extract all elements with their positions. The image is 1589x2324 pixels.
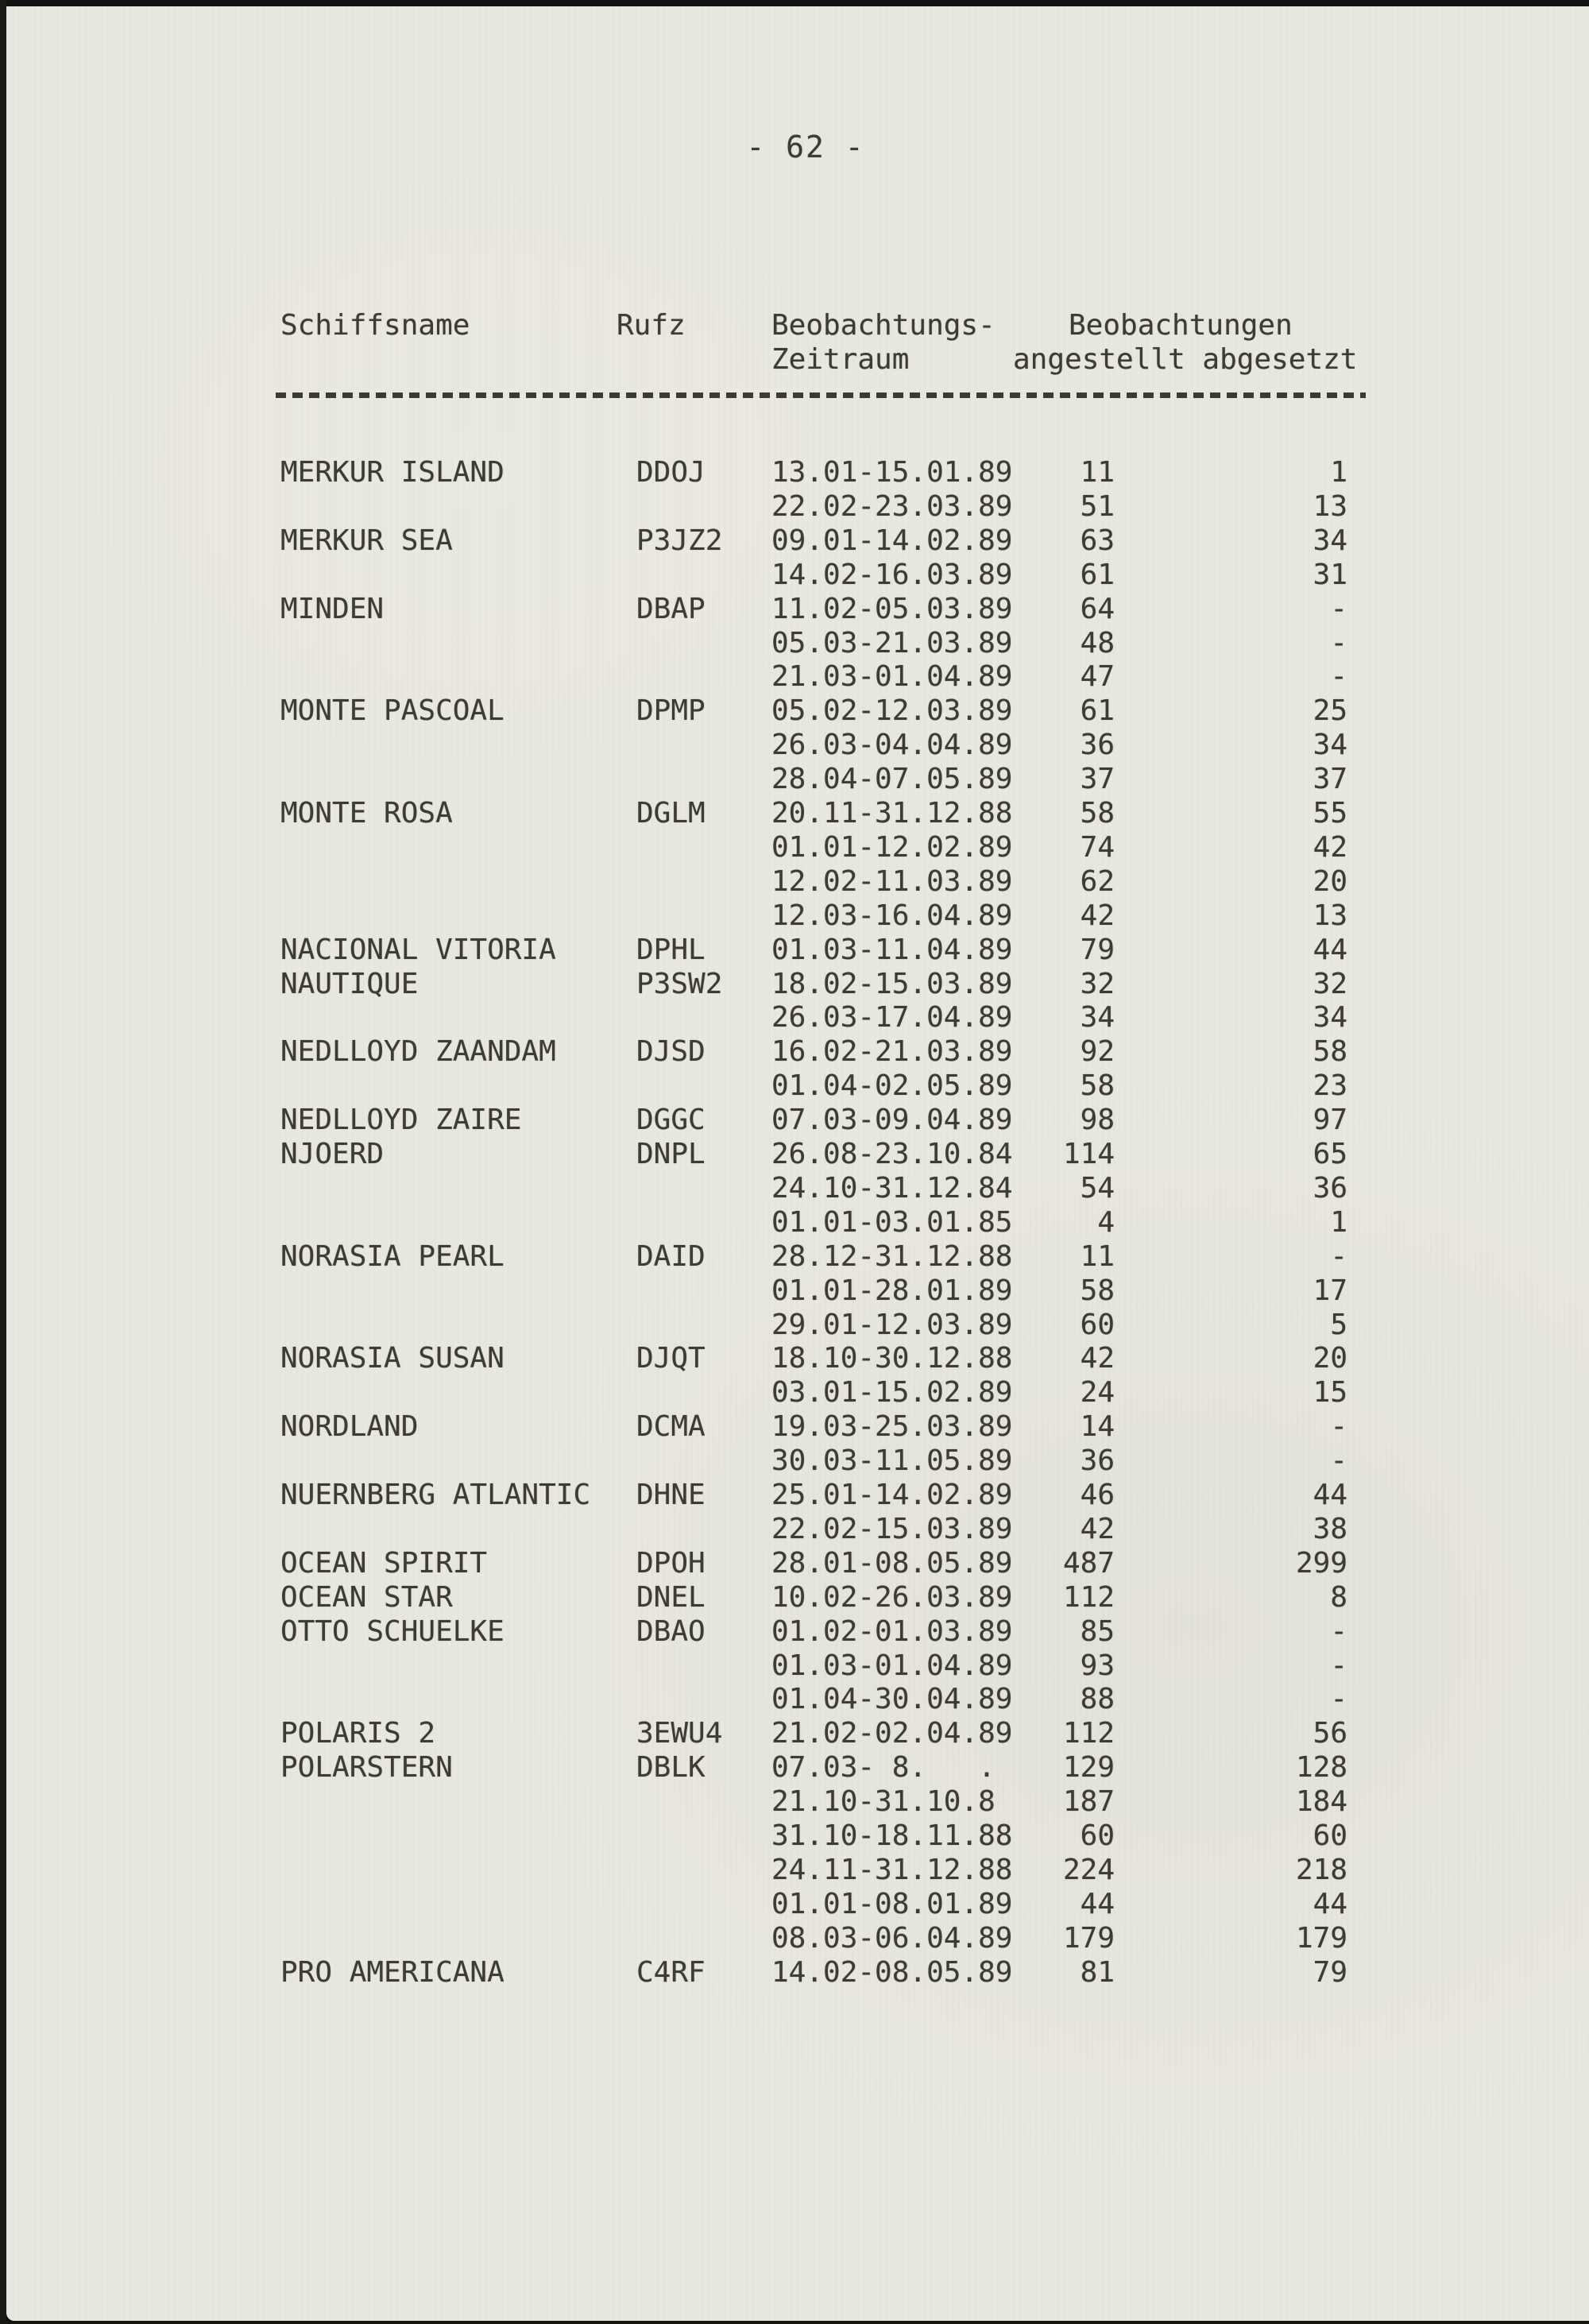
angestellt-cell: 58 xyxy=(1080,1069,1115,1102)
period-cell: 16.02-21.03.89 xyxy=(771,1035,1013,1068)
abgesetzt-cell: - xyxy=(1330,1615,1347,1648)
angestellt-cell: 112 xyxy=(1062,1717,1115,1750)
table-row xyxy=(6,594,1589,626)
period-cell: 19.03-25.03.89 xyxy=(771,1410,1013,1443)
table-row xyxy=(6,560,1589,592)
ship-name-cell: PRO AMERICANA xyxy=(280,1956,505,1989)
period-cell: 01.01-08.01.89 xyxy=(771,1888,1013,1920)
angestellt-cell: 36 xyxy=(1080,729,1115,761)
angestellt-cell: 34 xyxy=(1080,1001,1115,1034)
ship-name-cell: NACIONAL VITORIA xyxy=(280,934,556,966)
callsign-cell: DPMP xyxy=(636,694,706,727)
angestellt-cell: 58 xyxy=(1080,1274,1115,1307)
ship-name-cell: MINDEN xyxy=(280,593,385,625)
ship-name-cell: NORASIA SUSAN xyxy=(280,1342,505,1375)
table-row xyxy=(6,1787,1589,1819)
table-row xyxy=(6,799,1589,830)
period-cell: 03.01-15.02.89 xyxy=(771,1376,1013,1409)
table-row xyxy=(6,1821,1589,1853)
period-cell: 21.02-02.04.89 xyxy=(771,1717,1013,1750)
period-cell: 31.10-18.11.88 xyxy=(771,1819,1013,1852)
angestellt-cell: 42 xyxy=(1080,1513,1115,1545)
table-row xyxy=(6,1412,1589,1444)
callsign-cell: DBAP xyxy=(636,593,706,625)
table-row xyxy=(6,1889,1589,1921)
ship-name-cell: OTTO SCHUELKE xyxy=(280,1615,505,1648)
angestellt-cell: 92 xyxy=(1080,1035,1115,1068)
angestellt-cell: 46 xyxy=(1080,1479,1115,1511)
angestellt-cell: 129 xyxy=(1062,1751,1115,1784)
ship-name-cell: NORDLAND xyxy=(280,1410,419,1443)
period-cell: 25.01-14.02.89 xyxy=(771,1479,1013,1511)
paper-page xyxy=(6,6,1589,2321)
abgesetzt-cell: 218 xyxy=(1295,1854,1347,1886)
header-beobachtungs: Beobachtungs- xyxy=(771,309,996,342)
period-cell: 07.03- 8. . xyxy=(771,1751,996,1784)
ship-name-cell: OCEAN STAR xyxy=(280,1581,453,1614)
period-cell: 21.10-31.10.8 xyxy=(771,1785,996,1818)
abgesetzt-cell: 25 xyxy=(1313,694,1347,727)
angestellt-cell: 58 xyxy=(1080,797,1115,829)
abgesetzt-cell: 37 xyxy=(1313,763,1347,795)
ship-name-cell: POLARIS 2 xyxy=(280,1717,436,1750)
abgesetzt-cell: 1 xyxy=(1330,456,1347,489)
abgesetzt-cell: 299 xyxy=(1295,1547,1347,1580)
table-row xyxy=(6,628,1589,660)
angestellt-cell: 98 xyxy=(1080,1104,1115,1136)
angestellt-cell: 112 xyxy=(1062,1581,1115,1614)
angestellt-cell: 11 xyxy=(1080,456,1115,489)
abgesetzt-cell: 42 xyxy=(1313,831,1347,864)
abgesetzt-cell: 179 xyxy=(1295,1922,1347,1955)
angestellt-cell: 61 xyxy=(1080,694,1115,727)
scan-edge-bottom xyxy=(0,2321,1589,2324)
period-cell: 24.11-31.12.88 xyxy=(771,1854,1013,1886)
abgesetzt-cell: 31 xyxy=(1313,559,1347,591)
abgesetzt-cell: 56 xyxy=(1313,1717,1347,1750)
period-cell: 01.03-11.04.89 xyxy=(771,934,1013,966)
table-row xyxy=(6,867,1589,899)
abgesetzt-cell: 65 xyxy=(1313,1138,1347,1170)
header-beobachtungen: Beobachtungen xyxy=(1069,309,1293,342)
table-row xyxy=(6,1583,1589,1614)
abgesetzt-cell: 184 xyxy=(1295,1785,1347,1818)
period-cell: 11.02-05.03.89 xyxy=(771,593,1013,625)
ship-name-cell: MERKUR SEA xyxy=(280,524,453,557)
table-row xyxy=(6,1617,1589,1649)
abgesetzt-cell: 15 xyxy=(1313,1376,1347,1409)
abgesetzt-cell: - xyxy=(1330,1649,1347,1682)
abgesetzt-cell: 34 xyxy=(1313,729,1347,761)
table-separator-line xyxy=(276,392,1366,398)
table-row xyxy=(6,1480,1589,1512)
period-cell: 14.02-08.05.89 xyxy=(771,1956,1013,1989)
table-row xyxy=(6,1276,1589,1308)
callsign-cell: DDOJ xyxy=(636,456,706,489)
abgesetzt-cell: 13 xyxy=(1313,490,1347,523)
angestellt-cell: 487 xyxy=(1062,1547,1115,1580)
table-row xyxy=(6,1037,1589,1069)
callsign-cell: DGLM xyxy=(636,797,706,829)
abgesetzt-cell: 34 xyxy=(1313,524,1347,557)
abgesetzt-cell: 79 xyxy=(1313,1956,1347,1989)
table-row xyxy=(6,969,1589,1001)
abgesetzt-cell: 23 xyxy=(1313,1069,1347,1102)
period-cell: 12.02-11.03.89 xyxy=(771,865,1013,898)
period-cell: 21.03-01.04.89 xyxy=(771,660,1013,693)
angestellt-cell: 85 xyxy=(1080,1615,1115,1648)
table-row xyxy=(6,1855,1589,1887)
angestellt-cell: 187 xyxy=(1062,1785,1115,1818)
table-row xyxy=(6,1139,1589,1171)
callsign-cell: DAID xyxy=(636,1240,706,1273)
table-row xyxy=(6,1105,1589,1137)
abgesetzt-cell: - xyxy=(1330,1410,1347,1443)
angestellt-cell: 24 xyxy=(1080,1376,1115,1409)
period-cell: 18.02-15.03.89 xyxy=(771,968,1013,1000)
ship-name-cell: NJOERD xyxy=(280,1138,385,1170)
period-cell: 01.02-01.03.89 xyxy=(771,1615,1013,1648)
header-zeitraum: Zeitraum xyxy=(771,343,910,376)
period-cell: 18.10-30.12.88 xyxy=(771,1342,1013,1375)
scan-edge-left xyxy=(0,0,6,2324)
abgesetzt-cell: 36 xyxy=(1313,1172,1347,1205)
table-row xyxy=(6,458,1589,489)
callsign-cell: DBAO xyxy=(636,1615,706,1648)
table-row xyxy=(6,1344,1589,1375)
period-cell: 01.01-12.02.89 xyxy=(771,831,1013,864)
callsign-cell: DCMA xyxy=(636,1410,706,1443)
table-row xyxy=(6,833,1589,864)
angestellt-cell: 62 xyxy=(1080,865,1115,898)
angestellt-cell: 48 xyxy=(1080,627,1115,659)
callsign-cell: DHNE xyxy=(636,1479,706,1511)
angestellt-cell: 224 xyxy=(1062,1854,1115,1886)
table-row xyxy=(6,1242,1589,1274)
abgesetzt-cell: 60 xyxy=(1313,1819,1347,1852)
period-cell: 28.12-31.12.88 xyxy=(771,1240,1013,1273)
angestellt-cell: 79 xyxy=(1080,934,1115,966)
abgesetzt-cell: 20 xyxy=(1313,1342,1347,1375)
table-row xyxy=(6,526,1589,558)
period-cell: 22.02-23.03.89 xyxy=(771,490,1013,523)
table-row xyxy=(6,1378,1589,1409)
angestellt-cell: 54 xyxy=(1080,1172,1115,1205)
angestellt-cell: 60 xyxy=(1080,1819,1115,1852)
period-cell: 20.11-31.12.88 xyxy=(771,797,1013,829)
abgesetzt-cell: 34 xyxy=(1313,1001,1347,1034)
angestellt-cell: 37 xyxy=(1080,763,1115,795)
period-cell: 22.02-15.03.89 xyxy=(771,1513,1013,1545)
table-row xyxy=(6,1446,1589,1478)
angestellt-cell: 74 xyxy=(1080,831,1115,864)
table-row xyxy=(6,696,1589,728)
angestellt-cell: 93 xyxy=(1080,1649,1115,1682)
period-cell: 10.02-26.03.89 xyxy=(771,1581,1013,1614)
abgesetzt-cell: 13 xyxy=(1313,899,1347,932)
angestellt-cell: 44 xyxy=(1080,1888,1115,1920)
abgesetzt-cell: - xyxy=(1330,1683,1347,1715)
angestellt-cell: 64 xyxy=(1080,593,1115,625)
callsign-cell: DPHL xyxy=(636,934,706,966)
period-cell: 28.01-08.05.89 xyxy=(771,1547,1013,1580)
table-row xyxy=(6,492,1589,524)
angestellt-cell: 179 xyxy=(1062,1922,1115,1955)
period-cell: 12.03-16.04.89 xyxy=(771,899,1013,932)
period-cell: 05.03-21.03.89 xyxy=(771,627,1013,659)
period-cell: 26.03-04.04.89 xyxy=(771,729,1013,761)
angestellt-cell: 4 xyxy=(1097,1206,1115,1239)
ship-name-cell: OCEAN SPIRIT xyxy=(280,1547,488,1580)
abgesetzt-cell: - xyxy=(1330,660,1347,693)
angestellt-cell: 14 xyxy=(1080,1410,1115,1443)
angestellt-cell: 63 xyxy=(1080,524,1115,557)
callsign-cell: DNPL xyxy=(636,1138,706,1170)
period-cell: 29.01-12.03.89 xyxy=(771,1309,1013,1341)
abgesetzt-cell: - xyxy=(1330,1444,1347,1477)
abgesetzt-cell: 17 xyxy=(1313,1274,1347,1307)
ship-name-cell: MONTE PASCOAL xyxy=(280,694,505,727)
period-cell: 14.02-16.03.89 xyxy=(771,559,1013,591)
ship-name-cell: NEDLLOYD ZAIRE xyxy=(280,1104,522,1136)
callsign-cell: DJSD xyxy=(636,1035,706,1068)
ship-name-cell: NUERNBERG ATLANTIC xyxy=(280,1479,591,1511)
angestellt-cell: 36 xyxy=(1080,1444,1115,1477)
table-row xyxy=(6,764,1589,796)
table-row xyxy=(6,730,1589,762)
angestellt-cell: 42 xyxy=(1080,899,1115,932)
angestellt-cell: 11 xyxy=(1080,1240,1115,1273)
callsign-cell: DGGC xyxy=(636,1104,706,1136)
period-cell: 24.10-31.12.84 xyxy=(771,1172,1013,1205)
ship-name-cell: MONTE ROSA xyxy=(280,797,453,829)
ship-name-cell: POLARSTERN xyxy=(280,1751,453,1784)
table-row xyxy=(6,1071,1589,1103)
angestellt-cell: 47 xyxy=(1080,660,1115,693)
ship-name-cell: MERKUR ISLAND xyxy=(280,456,505,489)
period-cell: 07.03-09.04.89 xyxy=(771,1104,1013,1136)
table-row xyxy=(6,1174,1589,1205)
abgesetzt-cell: 5 xyxy=(1330,1309,1347,1341)
angestellt-cell: 61 xyxy=(1080,559,1115,591)
callsign-cell: DJQT xyxy=(636,1342,706,1375)
callsign-cell: DPOH xyxy=(636,1547,706,1580)
table-row xyxy=(6,1310,1589,1342)
period-cell: 26.03-17.04.89 xyxy=(771,1001,1013,1034)
abgesetzt-cell: 44 xyxy=(1313,934,1347,966)
angestellt-cell: 81 xyxy=(1080,1956,1115,1989)
period-cell: 01.01-03.01.85 xyxy=(771,1206,1013,1239)
abgesetzt-cell: 97 xyxy=(1313,1104,1347,1136)
abgesetzt-cell: 38 xyxy=(1313,1513,1347,1545)
period-cell: 05.02-12.03.89 xyxy=(771,694,1013,727)
abgesetzt-cell: 20 xyxy=(1313,865,1347,898)
period-cell: 26.08-23.10.84 xyxy=(771,1138,1013,1170)
table-row xyxy=(6,1753,1589,1785)
table-row xyxy=(6,1003,1589,1034)
table-row xyxy=(6,1958,1589,1990)
angestellt-cell: 51 xyxy=(1080,490,1115,523)
abgesetzt-cell: 8 xyxy=(1330,1581,1347,1614)
angestellt-cell: 32 xyxy=(1080,968,1115,1000)
abgesetzt-cell: 44 xyxy=(1313,1888,1347,1920)
period-cell: 13.01-15.01.89 xyxy=(771,456,1013,489)
callsign-cell: P3JZ2 xyxy=(636,524,723,557)
period-cell: 01.04-30.04.89 xyxy=(771,1683,1013,1715)
table-row xyxy=(6,1549,1589,1580)
period-cell: 09.01-14.02.89 xyxy=(771,524,1013,557)
callsign-cell: 3EWU4 xyxy=(636,1717,723,1750)
callsign-cell: DNEL xyxy=(636,1581,706,1614)
period-cell: 01.04-02.05.89 xyxy=(771,1069,1013,1102)
abgesetzt-cell: 58 xyxy=(1313,1035,1347,1068)
table-row xyxy=(6,935,1589,967)
table-row xyxy=(6,1514,1589,1546)
table-row xyxy=(6,662,1589,694)
abgesetzt-cell: - xyxy=(1330,1240,1347,1273)
abgesetzt-cell: 55 xyxy=(1313,797,1347,829)
abgesetzt-cell: - xyxy=(1330,627,1347,659)
table-row xyxy=(6,1651,1589,1683)
header-rufz: Rufz xyxy=(617,309,686,342)
period-cell: 01.03-01.04.89 xyxy=(771,1649,1013,1682)
ship-name-cell: NORASIA PEARL xyxy=(280,1240,505,1273)
table-row xyxy=(6,901,1589,933)
header-angestellt-abgesetzt: angestellt abgesetzt xyxy=(1013,343,1358,376)
period-cell: 08.03-06.04.89 xyxy=(771,1922,1013,1955)
period-cell: 28.04-07.05.89 xyxy=(771,763,1013,795)
ship-name-cell: NEDLLOYD ZAANDAM xyxy=(280,1035,556,1068)
header-schiffsname: Schiffsname xyxy=(280,309,470,342)
angestellt-cell: 88 xyxy=(1080,1683,1115,1715)
scan-edge-top xyxy=(0,0,1589,6)
callsign-cell: C4RF xyxy=(636,1956,706,1989)
angestellt-cell: 114 xyxy=(1062,1138,1115,1170)
abgesetzt-cell: 44 xyxy=(1313,1479,1347,1511)
callsign-cell: DBLK xyxy=(636,1751,706,1784)
angestellt-cell: 42 xyxy=(1080,1342,1115,1375)
table-row xyxy=(6,1208,1589,1239)
period-cell: 30.03-11.05.89 xyxy=(771,1444,1013,1477)
table-row xyxy=(6,1719,1589,1750)
abgesetzt-cell: 1 xyxy=(1330,1206,1347,1239)
page-number: - 62 - xyxy=(746,130,865,164)
callsign-cell: P3SW2 xyxy=(636,968,723,1000)
table-row xyxy=(6,1684,1589,1716)
period-cell: 01.01-28.01.89 xyxy=(771,1274,1013,1307)
angestellt-cell: 60 xyxy=(1080,1309,1115,1341)
abgesetzt-cell: - xyxy=(1330,593,1347,625)
abgesetzt-cell: 32 xyxy=(1313,968,1347,1000)
ship-name-cell: NAUTIQUE xyxy=(280,968,419,1000)
abgesetzt-cell: 128 xyxy=(1295,1751,1347,1784)
table-row xyxy=(6,1924,1589,1955)
